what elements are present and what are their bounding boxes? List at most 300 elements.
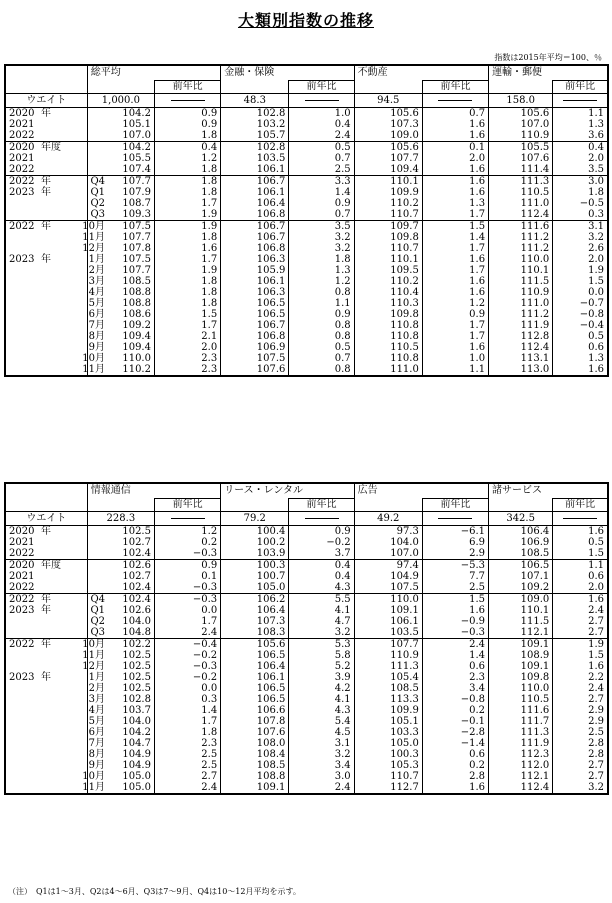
index-value: 113.3 xyxy=(354,694,422,705)
yoy-value: 3.2 xyxy=(553,232,608,243)
index-value: 109.5 xyxy=(354,265,422,276)
index-value: 112.4 xyxy=(489,342,553,353)
yoy-value: 0.9 xyxy=(154,119,220,130)
row-unit: 年 xyxy=(41,175,51,187)
yoy-value: 2.2 xyxy=(553,672,608,683)
row-unit: 年 xyxy=(41,604,51,616)
index-value: 108.0 xyxy=(221,738,289,749)
table-row xyxy=(5,265,608,276)
row-label xyxy=(5,638,105,650)
yoy-value: 1.3 xyxy=(553,119,608,130)
table-row xyxy=(5,548,608,560)
yoy-value: 0.5 xyxy=(553,537,608,548)
yoy-value: 1.8 xyxy=(154,130,220,142)
row-label xyxy=(5,593,105,605)
yoy-value: 2.5 xyxy=(289,164,354,176)
page-title: 大類別指数の推移 xyxy=(237,11,374,30)
yoy-value: 1.6 xyxy=(553,661,608,672)
index-value: 109.8 xyxy=(354,232,422,243)
yoy-value: 2.7 xyxy=(154,771,220,782)
yoy-value: 1.7 xyxy=(422,320,488,331)
index-value: 111.4 xyxy=(489,164,553,176)
row-label xyxy=(5,341,105,353)
yoy-header-spacer xyxy=(489,80,553,93)
yoy-value: 4.2 xyxy=(289,683,354,694)
row-label xyxy=(5,175,105,187)
index-value: 102.5 xyxy=(87,525,154,537)
yoy-value: 1.8 xyxy=(154,175,220,187)
yoy-value: 1.4 xyxy=(154,705,220,716)
row-unit: 年 xyxy=(41,671,51,683)
yoy-value: 3.6 xyxy=(553,130,608,142)
yoy-value: 0.4 xyxy=(289,571,354,582)
index-value: 103.5 xyxy=(354,627,422,639)
index-value: 103.9 xyxy=(221,548,289,560)
yoy-header-spacer xyxy=(87,80,154,93)
yoy-value: 3.4 xyxy=(289,760,354,771)
yoy-value: 0.7 xyxy=(289,353,354,364)
yoy-value: 1.6 xyxy=(553,593,608,605)
yoy-value: 0.4 xyxy=(289,119,354,130)
yoy-header: 前年比 xyxy=(553,498,608,511)
row-label xyxy=(5,525,87,537)
footnote: （注） Q1は1～3月、Q2は4～6月、Q3は7～9月、Q4は10～12月平均を示す。 xyxy=(8,887,301,896)
index-value: 102.5 xyxy=(87,650,154,661)
index-value: 110.8 xyxy=(354,353,422,364)
table-row xyxy=(5,198,608,209)
yoy-value: −0.3 xyxy=(154,661,220,672)
yoy-value: 1.7 xyxy=(422,243,488,254)
weight-value: 49.2 xyxy=(354,511,422,525)
index-value: 108.9 xyxy=(489,650,553,661)
weight-yoy-dash xyxy=(154,93,220,107)
yoy-value: 0.6 xyxy=(553,571,608,582)
yoy-value: 1.2 xyxy=(422,298,488,309)
table-row xyxy=(5,209,608,221)
table-row xyxy=(5,164,608,176)
row-label xyxy=(5,153,87,164)
row-period: 10月 xyxy=(82,638,105,650)
category-header: リース・レンタル xyxy=(221,483,354,498)
index-value: 107.7 xyxy=(354,153,422,164)
yoy-value: 1.7 xyxy=(154,320,220,331)
row-period: 12月 xyxy=(82,660,105,672)
row-year: 2023 xyxy=(9,186,35,198)
index-value: 107.6 xyxy=(221,727,289,738)
yoy-value: 2.8 xyxy=(553,749,608,760)
index-value: 105.3 xyxy=(354,760,422,771)
yoy-value: 1.6 xyxy=(422,276,488,287)
index-value: 106.1 xyxy=(221,276,289,287)
row-period: 6月 xyxy=(88,726,105,738)
row-period: 8月 xyxy=(88,748,105,760)
yoy-value: −5.3 xyxy=(422,559,488,571)
index-value: 110.7 xyxy=(354,243,422,254)
yoy-value: 2.9 xyxy=(553,705,608,716)
row-period: Q3 xyxy=(90,208,105,220)
index-value: 110.7 xyxy=(354,209,422,221)
index-value: 105.0 xyxy=(221,582,289,594)
row-period: Q1 xyxy=(90,186,105,198)
yoy-value: 2.6 xyxy=(553,243,608,254)
yoy-value: 0.2 xyxy=(422,760,488,771)
index-value: 102.7 xyxy=(87,571,154,582)
index-value: 100.3 xyxy=(221,559,289,571)
weight-value: 1,000.0 xyxy=(87,93,154,107)
index-value: 105.4 xyxy=(354,672,422,683)
index-value: 108.6 xyxy=(87,309,154,320)
weight-value: 48.3 xyxy=(221,93,289,107)
index-value: 106.1 xyxy=(221,187,289,198)
table-row xyxy=(5,760,608,771)
row-year: 2020 xyxy=(9,559,35,571)
index-value: 111.0 xyxy=(489,298,553,309)
row-label xyxy=(5,231,105,243)
row-period: Q2 xyxy=(90,615,105,627)
yoy-value: 2.7 xyxy=(553,694,608,705)
index-value: 111.7 xyxy=(489,716,553,727)
index-value: 106.3 xyxy=(221,287,289,298)
row-label xyxy=(5,297,105,309)
row-year: 2021 xyxy=(9,152,35,164)
table-row xyxy=(5,320,608,331)
yoy-value: 5.8 xyxy=(289,650,354,661)
index-value: 111.6 xyxy=(489,220,553,232)
row-year: 2022 xyxy=(9,547,35,559)
dash-mark xyxy=(563,518,597,519)
index-value: 109.1 xyxy=(489,638,553,650)
index-value: 105.6 xyxy=(489,107,553,119)
row-label xyxy=(5,726,105,738)
header-row-yoy xyxy=(5,80,608,93)
index-value: 109.4 xyxy=(87,331,154,342)
index-value: 102.8 xyxy=(87,694,154,705)
index-value: 104.2 xyxy=(87,727,154,738)
row-unit: 年度 xyxy=(41,141,61,153)
index-value: 104.0 xyxy=(354,537,422,548)
index-value: 104.9 xyxy=(354,571,422,582)
row-year: 2022 xyxy=(9,593,35,605)
row-label xyxy=(5,770,105,782)
yoy-value: 1.6 xyxy=(422,164,488,176)
yoy-value: 1.1 xyxy=(289,298,354,309)
index-value: 106.7 xyxy=(221,220,289,232)
yoy-value: 1.6 xyxy=(553,364,608,376)
index-value: 109.7 xyxy=(354,220,422,232)
dash-mark xyxy=(563,100,597,101)
table-row xyxy=(5,616,608,627)
yoy-value: 2.4 xyxy=(422,638,488,650)
row-label xyxy=(5,626,105,639)
category-header: 運輸・郵便 xyxy=(489,65,608,80)
index-value: 103.7 xyxy=(87,705,154,716)
index-value: 102.6 xyxy=(87,559,154,571)
table-row xyxy=(5,627,608,639)
yoy-value: 0.4 xyxy=(154,141,220,153)
row-label xyxy=(5,119,87,130)
table-row xyxy=(5,220,608,232)
index-value: 106.5 xyxy=(221,694,289,705)
table-row xyxy=(5,353,608,364)
row-period: 5月 xyxy=(88,297,105,309)
index-value: 112.1 xyxy=(489,627,553,639)
row-period: 4月 xyxy=(88,286,105,298)
index-value: 106.9 xyxy=(489,537,553,548)
yoy-value: 4.7 xyxy=(289,616,354,627)
index-value: 103.2 xyxy=(221,119,289,130)
weight-yoy-dash xyxy=(553,93,608,107)
index-value: 108.8 xyxy=(221,771,289,782)
yoy-value: 1.2 xyxy=(289,276,354,287)
category-header: 情報通信 xyxy=(87,483,220,498)
yoy-value: 3.7 xyxy=(289,548,354,560)
yoy-value: 3.1 xyxy=(289,738,354,749)
yoy-value: 1.8 xyxy=(154,187,220,198)
table-row xyxy=(5,254,608,265)
yoy-value: 1.6 xyxy=(422,287,488,298)
yoy-value: 0.3 xyxy=(154,694,220,705)
header-row-categories xyxy=(5,483,608,498)
table-row xyxy=(5,537,608,548)
index-value: 107.5 xyxy=(87,254,154,265)
index-value: 107.9 xyxy=(87,187,154,198)
index-value: 105.5 xyxy=(489,141,553,153)
yoy-value: 0.0 xyxy=(553,287,608,298)
index-value: 110.0 xyxy=(87,353,154,364)
yoy-value: 2.8 xyxy=(553,738,608,749)
yoy-value: −0.3 xyxy=(154,548,220,560)
row-period: Q1 xyxy=(90,604,105,616)
row-period: Q4 xyxy=(90,175,105,187)
index-value: 105.6 xyxy=(221,638,289,650)
row-year: 2020 xyxy=(9,107,35,119)
yoy-value: 3.1 xyxy=(553,220,608,232)
index-value: 111.3 xyxy=(354,661,422,672)
yoy-value: 2.4 xyxy=(154,782,220,794)
index-value: 104.9 xyxy=(87,760,154,771)
yoy-value: 1.6 xyxy=(422,175,488,187)
yoy-value: 1.5 xyxy=(422,593,488,605)
yoy-value: 3.2 xyxy=(289,749,354,760)
table-row xyxy=(5,298,608,309)
yoy-value: 2.4 xyxy=(553,683,608,694)
yoy-value: 1.5 xyxy=(154,309,220,320)
index-value: 109.4 xyxy=(354,164,422,176)
yoy-value: 1.7 xyxy=(154,616,220,627)
yoy-value: 1.8 xyxy=(154,298,220,309)
index-value: 109.9 xyxy=(354,705,422,716)
row-period: 7月 xyxy=(88,319,105,331)
row-period: 9月 xyxy=(88,341,105,353)
yoy-header: 前年比 xyxy=(422,498,488,511)
yoy-value: 1.6 xyxy=(422,119,488,130)
yoy-value: 0.9 xyxy=(289,198,354,209)
yoy-value: 1.5 xyxy=(422,220,488,232)
index-value: 112.0 xyxy=(489,760,553,771)
index-value: 110.1 xyxy=(354,175,422,187)
index-value: 105.6 xyxy=(354,107,422,119)
yoy-header-spacer xyxy=(354,80,422,93)
row-unit: 年 xyxy=(41,638,51,650)
index-value: 105.7 xyxy=(221,130,289,142)
row-period: 11月 xyxy=(82,649,105,661)
index-value: 105.0 xyxy=(87,782,154,794)
index-value: 108.8 xyxy=(87,287,154,298)
yoy-value: 0.2 xyxy=(154,537,220,548)
index-value: 102.7 xyxy=(87,537,154,548)
dash-mark xyxy=(171,100,205,101)
table-row xyxy=(5,727,608,738)
index-value: 111.0 xyxy=(489,198,553,209)
weight-label: ウエイト xyxy=(5,511,87,525)
yoy-value: 0.4 xyxy=(289,559,354,571)
yoy-value: 2.5 xyxy=(422,582,488,594)
table-row xyxy=(5,782,608,794)
yoy-value: 3.3 xyxy=(289,175,354,187)
index-value: 106.5 xyxy=(221,683,289,694)
yoy-value: 2.1 xyxy=(154,331,220,342)
yoy-value: 1.9 xyxy=(553,265,608,276)
yoy-value: 1.2 xyxy=(154,525,220,537)
row-year: 2020 xyxy=(9,141,35,153)
index-value: 106.4 xyxy=(221,661,289,672)
category-header: 金融・保険 xyxy=(221,65,354,80)
index-value: 112.8 xyxy=(489,331,553,342)
index-value: 110.4 xyxy=(354,287,422,298)
yoy-value: 2.9 xyxy=(422,548,488,560)
index-value: 102.5 xyxy=(87,672,154,683)
row-period: 7月 xyxy=(88,737,105,749)
row-label xyxy=(5,715,105,727)
table-row xyxy=(5,738,608,749)
yoy-value: 1.9 xyxy=(553,638,608,650)
weight-value: 158.0 xyxy=(489,93,553,107)
yoy-value: 0.1 xyxy=(154,571,220,582)
row-label xyxy=(5,781,105,794)
index-value: 111.2 xyxy=(489,243,553,254)
yoy-value: 0.9 xyxy=(154,559,220,571)
yoy-value: 7.7 xyxy=(422,571,488,582)
index-value: 110.5 xyxy=(489,187,553,198)
index-value: 103.3 xyxy=(354,727,422,738)
index-value: 107.6 xyxy=(221,364,289,376)
index-value: 110.8 xyxy=(354,320,422,331)
index-value: 102.8 xyxy=(221,107,289,119)
row-period: 12月 xyxy=(82,242,105,254)
row-label xyxy=(5,704,105,716)
table-row xyxy=(5,232,608,243)
index-value: 109.9 xyxy=(354,187,422,198)
yoy-value: 1.7 xyxy=(154,254,220,265)
row-period: 4月 xyxy=(88,704,105,716)
index-value: 106.4 xyxy=(221,198,289,209)
table-row xyxy=(5,605,608,616)
weight-label: ウエイト xyxy=(5,93,87,107)
row-label xyxy=(5,208,105,221)
index-value: 105.1 xyxy=(87,119,154,130)
yoy-header-spacer xyxy=(87,498,154,511)
row-period: 3月 xyxy=(88,693,105,705)
row-label xyxy=(5,571,87,582)
row-label xyxy=(5,308,105,320)
index-value: 108.4 xyxy=(221,749,289,760)
index-table-2 xyxy=(4,482,609,795)
table-row xyxy=(5,309,608,320)
category-header: 不動産 xyxy=(354,65,488,80)
table-row xyxy=(5,593,608,605)
yoy-value: −0.3 xyxy=(154,593,220,605)
table-row xyxy=(5,749,608,760)
index-value: 106.5 xyxy=(221,309,289,320)
yoy-header-spacer xyxy=(221,80,289,93)
index-value: 102.6 xyxy=(87,605,154,616)
weight-value: 342.5 xyxy=(489,511,553,525)
index-value: 102.4 xyxy=(87,593,154,605)
row-label xyxy=(5,275,105,287)
yoy-value: 1.1 xyxy=(553,107,608,119)
yoy-value: −0.7 xyxy=(553,298,608,309)
row-year: 2022 xyxy=(9,129,35,141)
table-row xyxy=(5,342,608,353)
yoy-value: 0.9 xyxy=(289,309,354,320)
yoy-value: 2.7 xyxy=(553,760,608,771)
yoy-value: 1.8 xyxy=(154,232,220,243)
index-value: 105.1 xyxy=(354,716,422,727)
table-row xyxy=(5,571,608,582)
row-period: 5月 xyxy=(88,715,105,727)
row-year: 2022 xyxy=(9,175,35,187)
table-row xyxy=(5,582,608,594)
row-year: 2023 xyxy=(9,671,35,683)
yoy-value: 1.6 xyxy=(422,605,488,616)
yoy-value: 0.9 xyxy=(422,309,488,320)
index-value: 107.0 xyxy=(87,130,154,142)
yoy-value: 1.6 xyxy=(553,525,608,537)
index-value: 110.9 xyxy=(489,130,553,142)
yoy-value: 1.5 xyxy=(553,276,608,287)
weight-value: 94.5 xyxy=(354,93,422,107)
yoy-value: 4.1 xyxy=(289,605,354,616)
index-value: 110.8 xyxy=(354,331,422,342)
row-year: 2022 xyxy=(9,581,35,593)
row-label xyxy=(5,363,105,376)
row-label xyxy=(5,615,105,627)
index-value: 107.3 xyxy=(354,119,422,130)
table-row xyxy=(5,771,608,782)
yoy-value: 0.1 xyxy=(422,141,488,153)
index-value: 107.1 xyxy=(489,571,553,582)
yoy-value: 2.4 xyxy=(154,627,220,639)
yoy-value: 0.6 xyxy=(422,661,488,672)
row-label xyxy=(5,604,105,616)
yoy-value: 1.4 xyxy=(289,187,354,198)
yoy-value: 2.7 xyxy=(553,616,608,627)
index-value: 107.4 xyxy=(87,164,154,176)
yoy-header-spacer xyxy=(221,498,289,511)
index-value: 112.7 xyxy=(354,782,422,794)
row-period: Q2 xyxy=(90,197,105,209)
index-value: 113.0 xyxy=(489,364,553,376)
yoy-value: 5.5 xyxy=(289,593,354,605)
index-table-1 xyxy=(4,64,609,377)
yoy-value: 1.8 xyxy=(154,287,220,298)
yoy-value: 2.3 xyxy=(154,738,220,749)
row-unit: 年 xyxy=(41,220,51,232)
row-period: 11月 xyxy=(82,231,105,243)
table-row xyxy=(5,331,608,342)
table-row xyxy=(5,638,608,650)
yoy-value: 3.0 xyxy=(289,771,354,782)
